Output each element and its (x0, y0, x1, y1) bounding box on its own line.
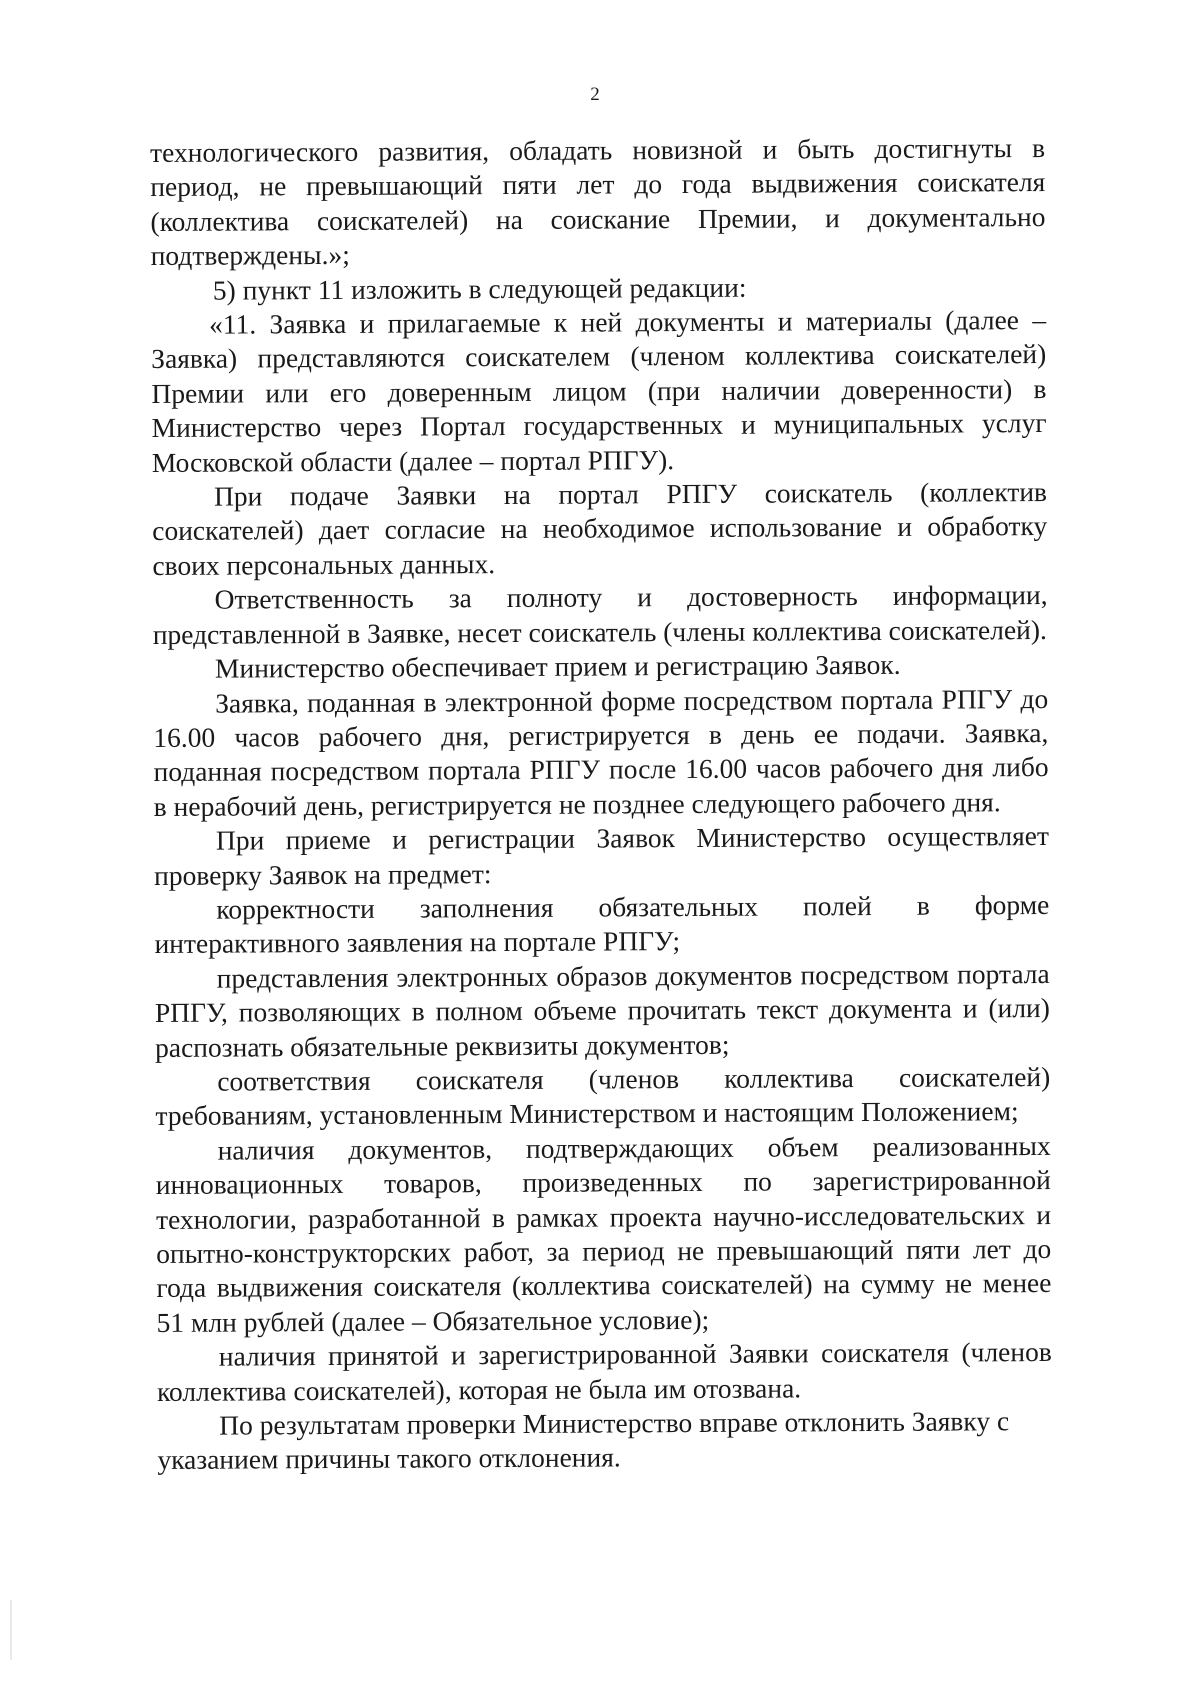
list-item-electronic-images: представления электронных образов документов посредством портала РПГУ, позволяющих в полном объеме прочитать текст документа и (или) распознать обязательные реквизиты документов; (154, 957, 1050, 1063)
paragraph-registration: Министерство обеспечивает прием и регистрацию Заявок. (214, 648, 901, 684)
paragraph-verification: При приеме и регистрации Заявок Министерство осуществляет проверку Заявок на предмет: (154, 820, 1050, 891)
paragraph-rejection: По результатам проверки Министерство вправе отклонить Заявку с указанием причины такого отклонения. (157, 1405, 1010, 1476)
paragraph-continuation: технологического развития, обладать новизной и быть достигнуты в период, не превышающий пяти лет до года выдвижения соискателя (коллектива соискателей) на соискание Премии, и документально подтверждены.»; (150, 132, 1046, 272)
list-item-accepted-application: наличия принятой и зарегистрированной Заявки соискателя (членов коллектива соискателей), которая не была им отозвана. (156, 1336, 1052, 1407)
list-item-requirements-compliance: соответствия соискателя (членов коллектива соискателей) требованиям, установленным Министерством и настоящим Положением; (155, 1060, 1051, 1132)
scan-artifact (10, 1600, 12, 1660)
document-body (150, 131, 1052, 1478)
list-item-documents-volume: наличия документов, подтверждающих объем реализованных инновационных товаров, произведенных по зарегистрированной технологии, разработанной в рамках проекта научно-исследовательских и опытно-конструкторских работ, за период не превышающий пяти лет до года выдвижения соискателя (коллектива соискателей) на сумму не менее 51 млн рублей (далее – Обязательное условие); (155, 1129, 1052, 1338)
page-number: 2 (590, 84, 600, 105)
paragraph-clause-11: «11. Заявка и прилагаемые к ней документы и материалы (далее – Заявка) представляются соискателем (членом коллектива соискателей) Премии или его доверенным лицом (при наличии доверенности) в Министерство через Портал государственных и муниципальных услуг Московской области (далее – портал РПГУ). (151, 304, 1047, 478)
paragraph-consent: При подаче Заявки на портал РПГУ соискатель (коллектив соискателей) дает согласие на необходимое использование и обработку своих персональных данных. (152, 476, 1048, 581)
list-item-field-correctness: корректности заполнения обязательных полей в форме интерактивного заявления на портале РПГУ; (154, 888, 1050, 960)
paragraph-responsibility: Ответственность за полноту и достоверность информации, представленной в Заявке, несет соискатель (члены коллектива соискателей). (152, 579, 1048, 650)
paragraph-amendment-item-5: 5) пункт 11 изложить в следующей редакции: (212, 271, 747, 306)
paragraph-submission-time: Заявка, поданная в электронной форме посредством портала РПГУ до 16.00 часов рабочего дня, регистрируется в день ее подачи. Заявка, поданная посредством портала РПГУ после 16.00 часов рабочего дня либо в нерабочий день, регистрируется не позднее следующего рабочего дня. (153, 682, 1049, 822)
